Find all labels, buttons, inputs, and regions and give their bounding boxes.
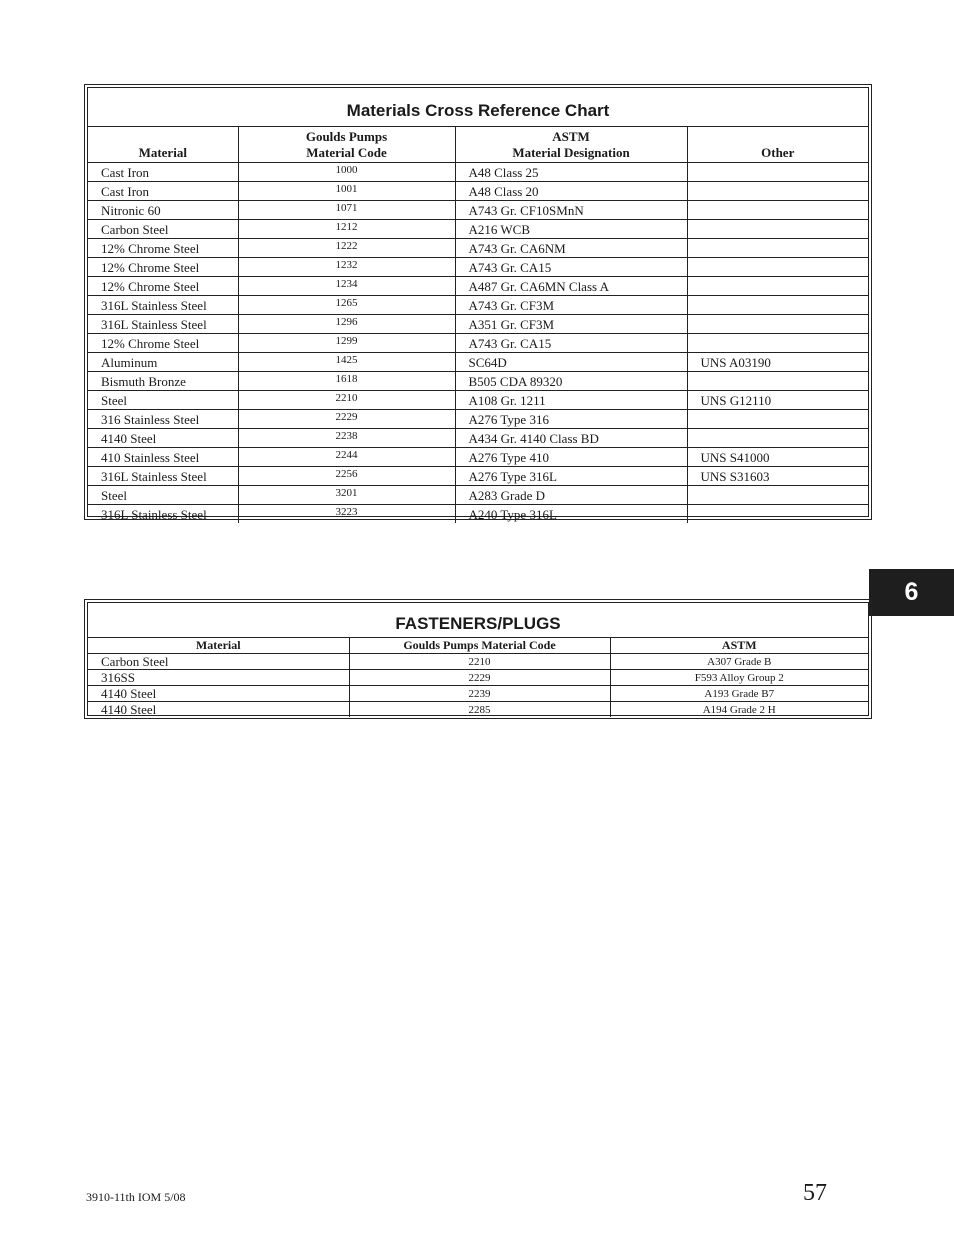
materials-row [88, 429, 868, 448]
header-other: Other [687, 127, 868, 163]
materials-cell-astm: A216 WCB [455, 220, 687, 239]
materials-cell-other: UNS S41000 [687, 448, 868, 467]
materials-row [88, 410, 868, 429]
materials-cell-material: 316L Stainless Steel [88, 467, 238, 486]
materials-cell-other [687, 277, 868, 296]
fasteners-row [88, 654, 868, 670]
materials-cell-material: Steel [88, 486, 238, 505]
materials-cell-material: Cast Iron [88, 182, 238, 201]
footer-doc-id: 3910-11th IOM 5/08 [86, 1190, 186, 1204]
materials-chart-title: Materials Cross Reference Chart [88, 88, 868, 127]
materials-cell-astm: SC64D [455, 353, 687, 372]
materials-cell-material: Nitronic 60 [88, 201, 238, 220]
materials-cell-other [687, 220, 868, 239]
materials-cell-material: Bismuth Bronze [88, 372, 238, 391]
materials-cell-astm: B505 CDA 89320 [455, 372, 687, 391]
fasteners-cell-material: 4140 Steel [88, 686, 349, 702]
materials-cell-other [687, 258, 868, 277]
materials-cell-other [687, 182, 868, 201]
materials-cell-material: 316L Stainless Steel [88, 505, 238, 524]
materials-cell-other [687, 201, 868, 220]
materials-cell-code: 2229 [238, 410, 455, 429]
materials-cell-astm: A48 Class 25 [455, 163, 687, 182]
materials-cell-code: 1212 [238, 220, 455, 239]
materials-cell-material: Carbon Steel [88, 220, 238, 239]
fasteners-plugs-chart [84, 599, 872, 719]
materials-table [88, 127, 868, 523]
fasteners-table [88, 638, 868, 717]
materials-row [88, 353, 868, 372]
materials-row [88, 334, 868, 353]
materials-cell-astm: A240 Type 316L [455, 505, 687, 524]
page-number: 57 [803, 1180, 827, 1206]
fasteners-cell-code: 2229 [349, 670, 610, 686]
materials-cell-other [687, 429, 868, 448]
materials-row [88, 277, 868, 296]
fasteners-cell-material: 316SS [88, 670, 349, 686]
materials-cell-material: 12% Chrome Steel [88, 239, 238, 258]
materials-cell-code: 2210 [238, 391, 455, 410]
materials-cell-other: UNS G12110 [687, 391, 868, 410]
materials-cell-code: 1299 [238, 334, 455, 353]
header-goulds-code-line1: Goulds Pumps [305, 129, 388, 144]
materials-cell-material: 410 Stainless Steel [88, 448, 238, 467]
materials-cell-astm: A743 Gr. CF3M [455, 296, 687, 315]
materials-cell-other [687, 486, 868, 505]
materials-row [88, 315, 868, 334]
fasteners-cell-code: 2285 [349, 702, 610, 718]
materials-cell-material: 316L Stainless Steel [88, 296, 238, 315]
fasteners-header-astm: ASTM [610, 638, 868, 654]
section-tab: 6 [869, 569, 954, 616]
materials-cell-astm: A283 Grade D [455, 486, 687, 505]
materials-row [88, 391, 868, 410]
fasteners-cell-astm: A307 Grade B [610, 654, 868, 670]
materials-cell-astm: A48 Class 20 [455, 182, 687, 201]
fasteners-cell-astm: F593 Alloy Group 2 [610, 670, 868, 686]
materials-cell-material: 12% Chrome Steel [88, 334, 238, 353]
materials-row [88, 163, 868, 182]
materials-cell-other [687, 163, 868, 182]
materials-cell-code: 1296 [238, 315, 455, 334]
materials-cell-code: 3223 [238, 505, 455, 524]
materials-cell-code: 1001 [238, 182, 455, 201]
fasteners-header-material: Material [88, 638, 349, 654]
fasteners-cell-material: 4140 Steel [88, 702, 349, 718]
materials-cell-other [687, 505, 868, 524]
materials-cell-astm: A743 Gr. CF10SMnN [455, 201, 687, 220]
materials-cell-other [687, 334, 868, 353]
materials-cell-other: UNS A03190 [687, 353, 868, 372]
materials-cell-material: 316L Stainless Steel [88, 315, 238, 334]
fasteners-row [88, 702, 868, 718]
materials-row [88, 239, 868, 258]
materials-cell-astm: A743 Gr. CA6NM [455, 239, 687, 258]
materials-row [88, 486, 868, 505]
materials-cell-code: 1222 [238, 239, 455, 258]
header-material: Material [88, 127, 238, 163]
materials-cell-astm: A743 Gr. CA15 [455, 334, 687, 353]
materials-cell-code: 1425 [238, 353, 455, 372]
fasteners-row [88, 686, 868, 702]
materials-cell-material: 316 Stainless Steel [88, 410, 238, 429]
fasteners-header-row [88, 638, 868, 654]
materials-cell-astm: A276 Type 316 [455, 410, 687, 429]
materials-cell-code: 2244 [238, 448, 455, 467]
materials-row [88, 201, 868, 220]
materials-cell-material: Aluminum [88, 353, 238, 372]
materials-cell-material: Cast Iron [88, 163, 238, 182]
fasteners-cell-material: Carbon Steel [88, 654, 349, 670]
materials-cell-astm: A434 Gr. 4140 Class BD [455, 429, 687, 448]
materials-cell-other [687, 372, 868, 391]
materials-cell-material: 4140 Steel [88, 429, 238, 448]
materials-cell-code: 2256 [238, 467, 455, 486]
materials-cell-astm: A108 Gr. 1211 [455, 391, 687, 410]
materials-row [88, 182, 868, 201]
materials-row [88, 467, 868, 486]
materials-cell-material: 12% Chrome Steel [88, 277, 238, 296]
materials-cell-other [687, 410, 868, 429]
materials-cell-code: 1000 [238, 163, 455, 182]
materials-row [88, 296, 868, 315]
materials-cell-code: 3201 [238, 486, 455, 505]
materials-cell-material: Steel [88, 391, 238, 410]
materials-cell-other [687, 315, 868, 334]
materials-cell-astm: A487 Gr. CA6MN Class A [455, 277, 687, 296]
header-goulds-code [238, 127, 455, 163]
materials-row [88, 448, 868, 467]
fasteners-header-code: Goulds Pumps Material Code [349, 638, 610, 654]
fasteners-title: FASTENERS/PLUGS [88, 603, 868, 638]
materials-cell-other [687, 296, 868, 315]
materials-cell-code: 1232 [238, 258, 455, 277]
materials-cell-other: UNS S31603 [687, 467, 868, 486]
materials-row [88, 505, 868, 524]
materials-cell-code: 1071 [238, 201, 455, 220]
materials-cell-astm: A276 Type 410 [455, 448, 687, 467]
header-astm [455, 127, 687, 163]
materials-cell-code: 1618 [238, 372, 455, 391]
fasteners-cell-code: 2210 [349, 654, 610, 670]
materials-cell-code: 1234 [238, 277, 455, 296]
materials-row [88, 372, 868, 391]
materials-cell-code: 1265 [238, 296, 455, 315]
materials-cell-material: 12% Chrome Steel [88, 258, 238, 277]
materials-header-row [88, 127, 868, 163]
fasteners-cell-astm: A193 Grade B7 [610, 686, 868, 702]
fasteners-row [88, 670, 868, 686]
fasteners-cell-code: 2239 [349, 686, 610, 702]
materials-row [88, 258, 868, 277]
header-goulds-code-line2: Material Code [306, 145, 387, 160]
materials-cell-other [687, 239, 868, 258]
materials-cell-astm: A743 Gr. CA15 [455, 258, 687, 277]
header-astm-line2: Material Designation [512, 145, 630, 160]
materials-row [88, 220, 868, 239]
header-astm-line1: ASTM [552, 129, 590, 144]
materials-cell-astm: A276 Type 316L [455, 467, 687, 486]
fasteners-cell-astm: A194 Grade 2 H [610, 702, 868, 718]
materials-cross-reference-chart [84, 84, 872, 520]
materials-cell-astm: A351 Gr. CF3M [455, 315, 687, 334]
materials-cell-code: 2238 [238, 429, 455, 448]
